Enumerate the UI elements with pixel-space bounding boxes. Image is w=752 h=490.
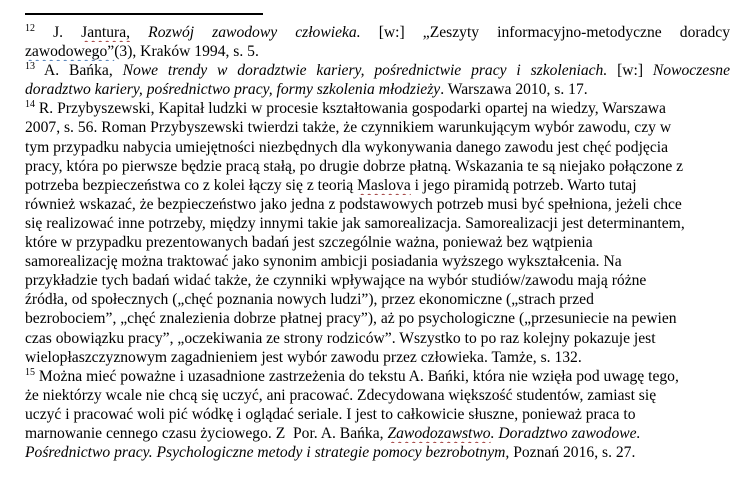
text-run: 2007, s. 56. Roman Przybyszewski twierdzi także, że czynnikiem warunkującym wybór zawodu, czy w: [25, 119, 672, 137]
footnote-marker: 12: [25, 23, 35, 34]
text-run: [w:] „Zeszyty informacyjno-metodyczne doradcy: [360, 24, 730, 41]
footnote-14-line-11: [25, 290, 730, 309]
footnote-12-line-1: [25, 23, 730, 42]
footnote-separator-rule: [25, 13, 263, 15]
text-run: samorealizację można traktować jako synonim ambicji posiadania wyższego wykształcenia. Na: [25, 253, 622, 271]
text-run: czas obowiązku pracy”, „oczekiwania ze strony rodziców”. Wszystko to po raz kolejny pokazuje jest: [25, 329, 656, 347]
footnote-14-line-14: [25, 348, 730, 367]
footnote-15-line-1: [25, 367, 730, 386]
text-run: A. Bańka,: [35, 62, 123, 80]
footnote-14-line-2: [25, 118, 730, 137]
text-run: Rozwój zawodowy człowieka.: [148, 24, 361, 41]
spellcheck-flagged-text: zawodowego”: [25, 43, 115, 61]
text-run: tym przypadku nabycia umiejętności niezbędnych dla wykonywania danego zawodu jest chęć podjęcia: [25, 138, 669, 156]
footnote-14-line-10: [25, 271, 730, 290]
text-run: .: [490, 424, 499, 442]
footnotes-list: [25, 23, 730, 462]
footnote-15-line-3: [25, 405, 730, 424]
footnote-14-line-13: [25, 329, 730, 348]
text-run: Poznań 2016, s. 27.: [509, 444, 636, 462]
text-run: marnowanie cennego czasu życiowego. Z Por. A. Bańka,: [25, 424, 388, 442]
footnote-marker: 14: [25, 99, 35, 111]
text-run: które w przypadku prezentowanych badań jest szczególnie ważna, ponieważ bez wątpienia: [25, 234, 593, 252]
text-run: R. Przybyszewski, Kapitał ludzki w procesie kształtowania gospodarki opartej na wiedzy, Warszawa: [35, 100, 666, 118]
footnote-marker: 13: [25, 61, 35, 72]
text-run: wielopłaszczyznowym zagadnieniem jest wybór zawodu przez człowieka. Tamże, s. 132.: [25, 348, 582, 366]
footnote-14-line-8: [25, 233, 730, 252]
footnote-14-line-12: [25, 309, 730, 328]
text-run: Pośrednictwo pracy. Psychologiczne metody i strategie pomocy bezrobotnym,: [25, 444, 510, 462]
footnote-13-line-1: [25, 61, 730, 80]
footnote-14-line-4: [25, 157, 730, 176]
text-run: i jego piramidą potrzeb. Warto tutaj: [410, 176, 637, 194]
footnote-14-line-3: [25, 138, 730, 157]
footnote-14-line-1: [25, 99, 730, 118]
spellcheck-flagged-text: Maslova: [357, 176, 411, 194]
footnote-14-line-9: [25, 252, 730, 271]
footnote-14-line-5: [25, 176, 730, 195]
text-run: również wskazać, że bezpieczeństwo jako jedna z podstawowych potrzeb musi być spełniona, jeżeli chce: [25, 195, 682, 213]
footnote-13-line-2: [25, 80, 730, 99]
text-run: że niektórzy wcale nie chcą się uczyć, ani pracować. Zdecydowana większość studentów, zamiast się: [25, 386, 657, 404]
footnote-12-line-2: [25, 42, 730, 61]
text-run: (3), Kraków 1994, s. 5.: [114, 43, 259, 61]
spellcheck-flagged-text: Jantura,: [81, 24, 131, 41]
text-run: Można mieć poważne i uzasadnione zastrzeżenia do tekstu A. Bańki, która nie wzięła pod uwagę tego,: [35, 367, 679, 385]
footnote-15-line-5: [25, 443, 730, 462]
text-run: uczyć i pracować woli pić wódkę i oglądać seriale. I jest to całkowicie słuszne, ponieważ praca to: [25, 405, 636, 423]
text-run: się realizować inne potrzeby, między innymi takie jak samorealizacja. Samorealizacji jest determinantem,: [25, 214, 685, 232]
text-run: bezrobociem”, „chęć znalezienia dobrze płatnej pracy”), aż po psychologiczne („przesuniecie na pewien: [25, 310, 677, 328]
text-run: potrzeba bezpieczeństwa co z kolei łączy się z teorią: [25, 176, 358, 194]
text-run: Nowe trendy w doradztwie kariery, pośrednictwie pracy i szkoleniach.: [122, 62, 608, 80]
footnote-marker: 15: [25, 366, 35, 378]
text-run: Nowoczesne: [652, 62, 730, 80]
footnote-15-line-4: [25, 424, 730, 443]
text-run: doradztwo kariery, pośrednictwo pracy, formy szkolenia młodzieży: [25, 81, 441, 99]
text-run: źródła, od społecznych („chęć poznania nowych ludzi”), przez ekonomiczne („strach przed: [25, 291, 594, 309]
text-run: [w:]: [607, 62, 653, 80]
text-run: pracy, która po pierwsze będzie pracą stałą, po drugie dobrze płatną. Wskazania te są niejako połączone z: [25, 157, 684, 175]
footnote-14-line-7: [25, 214, 730, 233]
footnote-14-line-6: [25, 195, 730, 214]
spellcheck-flagged-text: Zawodozawstwo: [387, 424, 491, 442]
text-run: przykładzie tych badań widać także, że czynniki wpływające na wybór studiów/zawodu mają różne: [25, 272, 647, 290]
text-run: . Warszawa 2010, s. 17.: [440, 81, 588, 99]
text-run: J.: [35, 24, 82, 41]
text-run: Doradztwo zawodowe.: [498, 424, 641, 442]
text-run: [130, 24, 148, 41]
footnote-15-line-2: [25, 386, 730, 405]
